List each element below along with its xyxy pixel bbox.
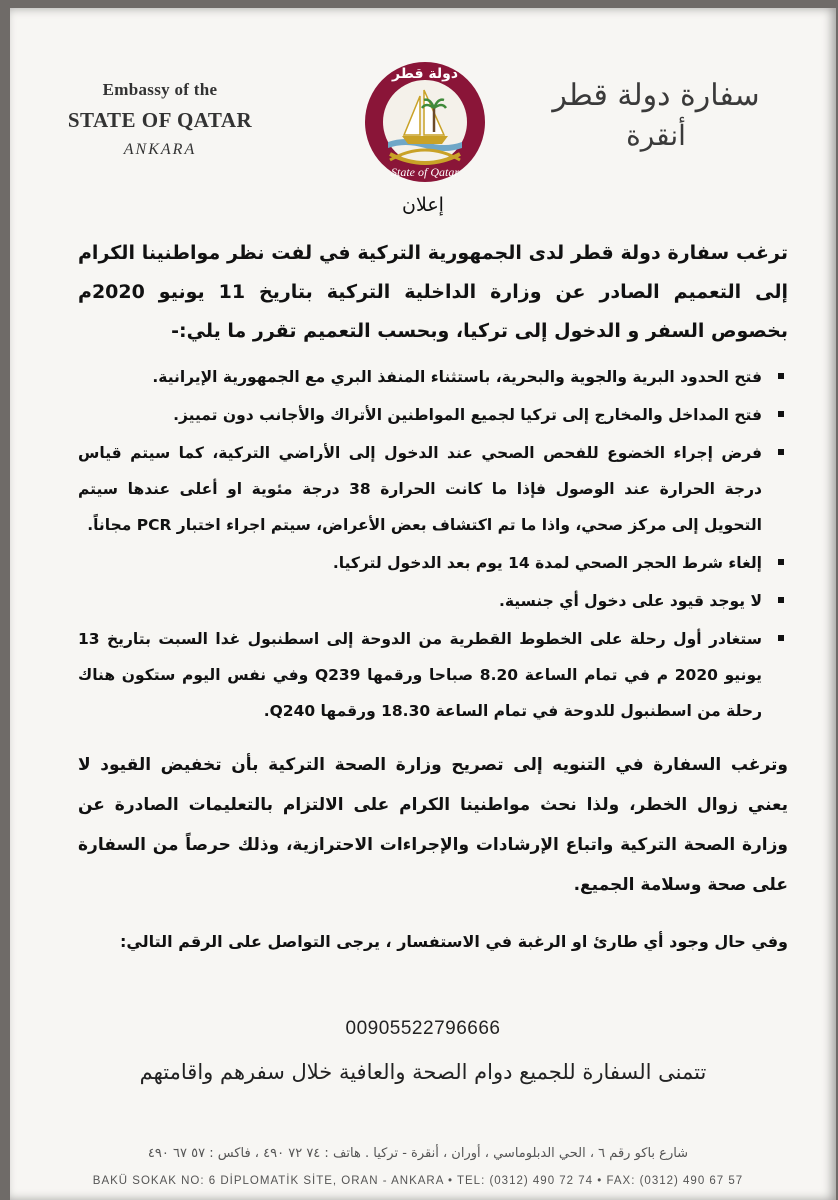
emblem-arabic-text: دولة قطر	[391, 66, 459, 82]
letterhead-line-3: ANKARA	[123, 141, 197, 158]
intro-paragraph: ترغب سفارة دولة قطر لدى الجمهورية التركية في لفت نظر مواطنينا الكرام إلى التعميم الصادر عن وزارة الداخلية التركية بتاريخ 11 يونيو 2020م بخصوص السفر و الدخول إلى تركيا، وبحسب التعميم تقرر ما يلي:-	[78, 242, 788, 342]
letterhead-line-2: STATE OF QATAR	[67, 108, 253, 132]
document-title: إعلان	[402, 194, 444, 216]
qatar-emblem-icon	[360, 56, 490, 188]
announcement-list	[78, 359, 788, 729]
list-item	[78, 621, 762, 729]
letterhead-arabic-line-1: سفارة دولة قطر	[552, 78, 760, 113]
list-item-text: ستغادر أول رحلة على الخطوط القطرية من الدوحة إلى اسطنبول غدا السبت بتاريخ 13 يونيو 2020 م في تمام الساعة 8.20 صباحا ورقمها Q239 وفي نفس اليوم ستكون هناك رحلة من اسطنبول للدوحة في تمام الساعة 18.30 ورقمها Q240.	[78, 630, 762, 720]
letterhead-arabic	[526, 78, 786, 152]
contact-paragraph: وفي حال وجود أي طارئ او الرغبة في الاستفسار ، يرجى التواصل على الرقم التالي:	[120, 932, 788, 951]
closing-line: تتمنى السفارة للجميع دوام الصحة والعافية خلال سفرهم واقامتهم	[139, 1060, 707, 1084]
phone-number: 00905522796666	[345, 1018, 501, 1039]
letterhead-arabic-line-2: أنقرة	[626, 119, 686, 152]
letterhead-english	[50, 80, 270, 159]
list-item	[78, 397, 762, 433]
list-item	[78, 583, 762, 619]
bullet-icon	[778, 559, 784, 565]
bullet-icon	[778, 449, 784, 455]
list-item-text: فرض إجراء الخضوع للفحص الصحي عند الدخول إلى الأراضي التركية، كما سيتم قياس درجة الحرارة عند الوصول فإذا ما كانت الحرارة 38 درجة مئوية او أعلى عندها سيتم التحويل إلى مركز صحي، واذا ما تم اكتشاف بعض الأعراض، سيتم اجراء اختبار PCR مجاناً.	[78, 444, 762, 534]
list-item	[78, 545, 762, 581]
footer-address-english: BAKÜ SOKAK NO: 6 DİPLOMATİK SİTE, ORAN - ANKARA • TEL: (0312) 490 72 74 • FAX: (0312) 490 67 57	[92, 1175, 744, 1187]
emblem-english-text: State of Qatar	[391, 165, 459, 179]
list-item-text: فتح الحدود البرية والجوية والبحرية، باستثناء المنفذ البري مع الجمهورية الإيرانية.	[152, 368, 762, 386]
bullet-icon	[778, 635, 784, 641]
list-item-text: لا يوجد قيود على دخول أي جنسية.	[498, 592, 762, 610]
bullet-icon	[778, 373, 784, 379]
advisory-paragraph: وترغب السفارة في التنويه إلى تصريح وزارة الصحة التركية بأن تخفيض القيود لا يعني زوال الخطر، ولذا نحث مواطنينا الكرام على الالتزام بالتعليمات الصادرة عن وزارة الصحة التركية واتباع الإرشادات والإجراءات الاحترازية، وذلك حرصاً من السفارة على صحة وسلامة الجميع.	[78, 755, 788, 895]
letter-sheet	[10, 8, 836, 1200]
list-item-text: إلغاء شرط الحجر الصحي لمدة 14 يوم بعد الدخول لتركيا.	[332, 554, 762, 572]
list-item	[78, 359, 762, 395]
bullet-icon	[778, 411, 784, 417]
list-item-text: فتح المداخل والمخارج إلى تركيا لجميع المواطنين الأتراك والأجانب دون تمييز.	[173, 406, 762, 424]
letterhead-line-1: Embassy of the	[102, 80, 218, 99]
document-body	[78, 234, 788, 957]
list-item	[78, 435, 762, 543]
footer-address-arabic: شارع باكو رقم ٦ ، الحي الدبلوماسي ، أوران ، أنقرة - تركيا . هاتف : ٧٤ ٧٢ ٤٩٠ ، فاكس : ٥٧ ٦٧ ٤٩٠	[147, 1146, 689, 1161]
bullet-icon	[778, 597, 784, 603]
